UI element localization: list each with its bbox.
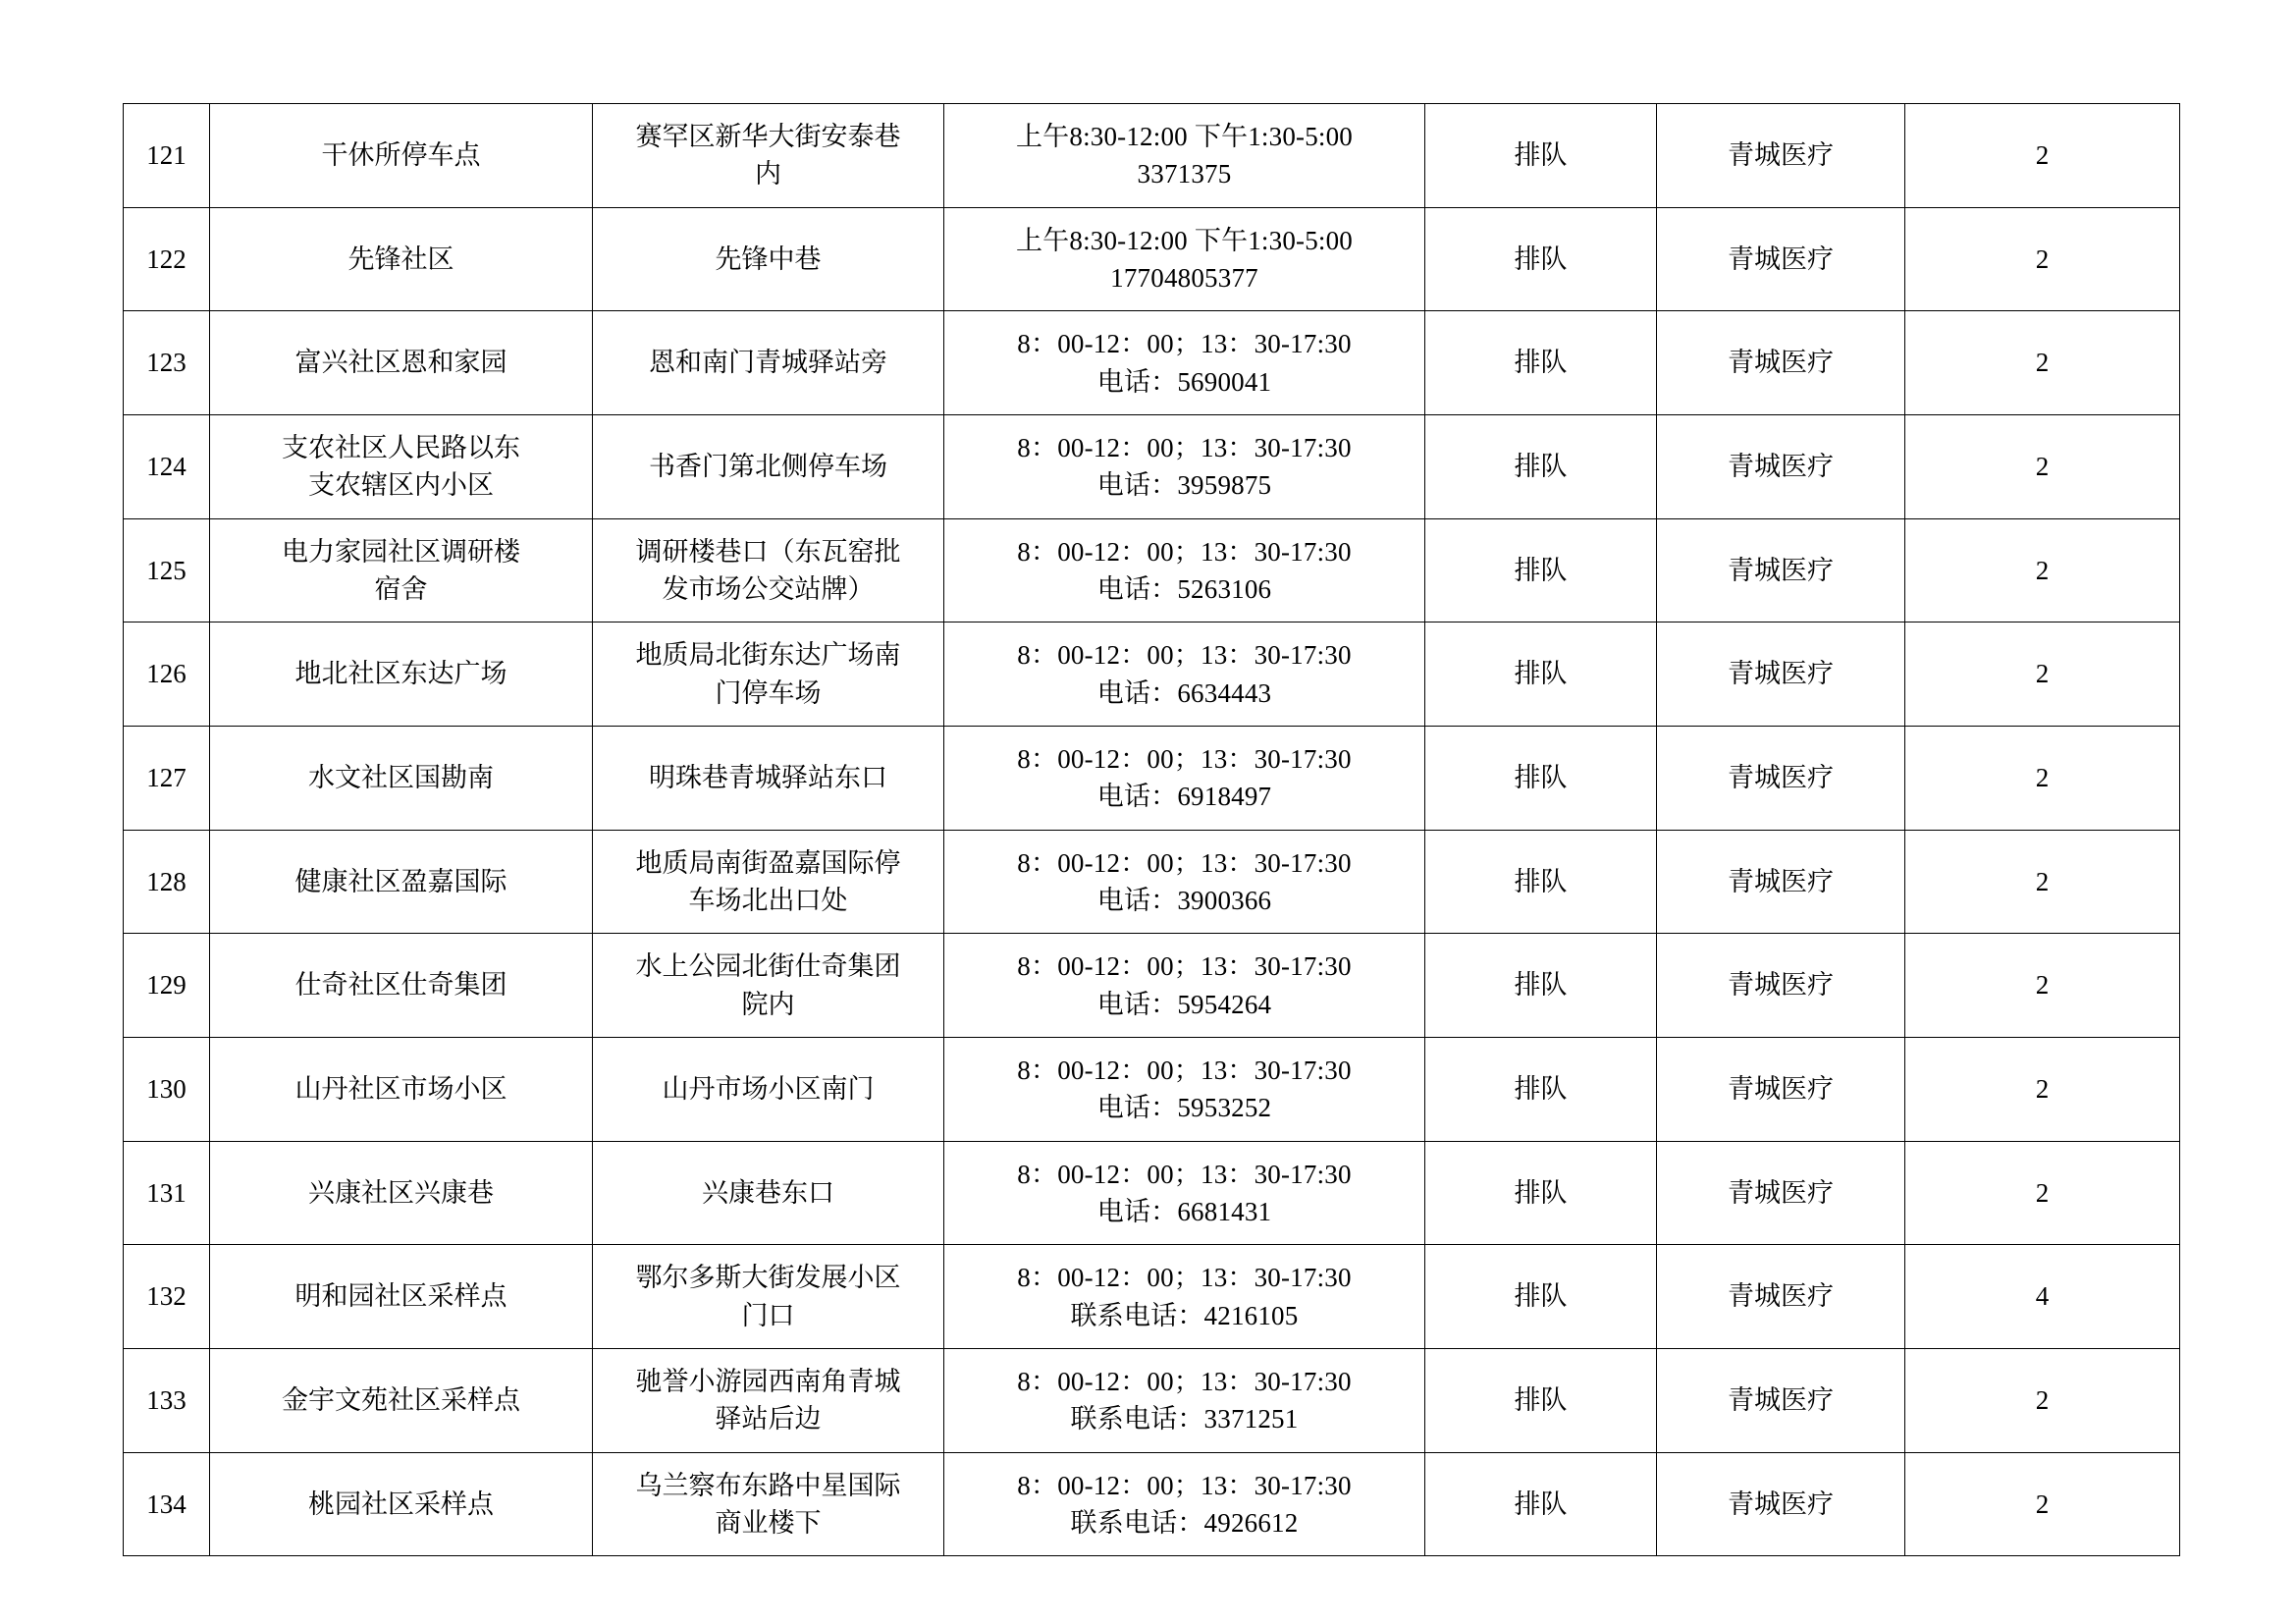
cell-address-line: 明珠巷青城驿站东口 (649, 763, 887, 793)
cell-time-line: 上午8:30-12:00 下午1:30-5:00 (1015, 122, 1354, 151)
cell-name (210, 726, 593, 830)
cell-index: 130 (124, 1037, 210, 1141)
cell-address (593, 934, 944, 1038)
cell-mode: 排队 (1425, 1348, 1657, 1452)
cell-count: 2 (1905, 1141, 2180, 1245)
cell-index: 126 (124, 623, 210, 727)
table-row (124, 1348, 2180, 1452)
cell-count: 2 (1905, 1348, 2180, 1452)
table-row (124, 623, 2180, 727)
cell-name-line: 干休所停车点 (321, 140, 481, 171)
table-row (124, 414, 2180, 518)
cell-time-line: 8：00-12：00；13：30-17:30 (1017, 1055, 1352, 1085)
cell-mode: 排队 (1425, 1452, 1657, 1556)
cell-count: 2 (1905, 1452, 2180, 1556)
cell-name (210, 623, 593, 727)
cell-org: 青城医疗 (1657, 726, 1905, 830)
cell-time-line: 8：00-12：00；13：30-17:30 (1017, 743, 1352, 774)
sampling-points-table (123, 103, 2180, 1556)
cell-org: 青城医疗 (1657, 518, 1905, 623)
table-row (124, 1037, 2180, 1141)
table-row (124, 518, 2180, 623)
cell-address-line: 调研楼巷口（东瓦窑批 (635, 536, 901, 567)
cell-time (944, 1037, 1425, 1141)
cell-time (944, 1348, 1425, 1452)
cell-count: 2 (1905, 104, 2180, 208)
cell-time-line: 电话：3959875 (1096, 470, 1272, 501)
cell-address-line: 乌兰察布东路中星国际 (635, 1470, 901, 1500)
cell-address-line: 山丹市场小区南门 (662, 1074, 875, 1105)
cell-org: 青城医疗 (1657, 207, 1905, 311)
cell-address (593, 311, 944, 415)
cell-count: 2 (1905, 1037, 2180, 1141)
cell-address-line: 鄂尔多斯大街发展小区 (635, 1263, 901, 1293)
cell-address-line: 车场北出口处 (688, 885, 848, 915)
cell-address (593, 518, 944, 623)
cell-time (944, 934, 1425, 1038)
cell-org: 青城医疗 (1657, 1452, 1905, 1556)
cell-time (944, 1452, 1425, 1556)
cell-org: 青城医疗 (1657, 830, 1905, 934)
cell-name (210, 1348, 593, 1452)
cell-count: 2 (1905, 934, 2180, 1038)
cell-index: 133 (124, 1348, 210, 1452)
cell-count: 2 (1905, 830, 2180, 934)
cell-name-line: 支农社区人民路以东 (282, 432, 520, 462)
cell-time (944, 1245, 1425, 1349)
cell-address-line: 水上公园北街仕奇集团 (635, 951, 901, 982)
table-row (124, 726, 2180, 830)
cell-name-line: 健康社区盈嘉国际 (294, 866, 507, 896)
cell-mode: 排队 (1425, 830, 1657, 934)
cell-time (944, 830, 1425, 934)
cell-index: 127 (124, 726, 210, 830)
cell-count: 4 (1905, 1245, 2180, 1349)
cell-name-line: 电力家园社区调研楼 (282, 536, 520, 567)
cell-address (593, 104, 944, 208)
cell-time-line: 8：00-12：00；13：30-17:30 (1017, 1263, 1352, 1293)
cell-org: 青城医疗 (1657, 1141, 1905, 1245)
cell-name-line: 地北社区东达广场 (294, 659, 507, 689)
cell-mode: 排队 (1425, 518, 1657, 623)
cell-time-line: 8：00-12：00；13：30-17:30 (1017, 1470, 1352, 1500)
cell-mode: 排队 (1425, 726, 1657, 830)
cell-org: 青城医疗 (1657, 1348, 1905, 1452)
cell-time-line: 联系电话：4926612 (1070, 1507, 1299, 1538)
cell-time-line: 电话：6918497 (1096, 782, 1272, 812)
cell-time-line: 联系电话：3371251 (1070, 1404, 1299, 1435)
cell-name (210, 414, 593, 518)
cell-time-line: 8：00-12：00；13：30-17:30 (1017, 847, 1352, 878)
cell-address-line: 赛罕区新华大街安泰巷 (635, 122, 901, 151)
cell-time (944, 1141, 1425, 1245)
cell-time-line: 上午8:30-12:00 下午1:30-5:00 (1015, 225, 1354, 255)
cell-index: 121 (124, 104, 210, 208)
cell-address-line: 地质局北街东达广场南 (635, 640, 901, 671)
cell-name (210, 311, 593, 415)
cell-index: 128 (124, 830, 210, 934)
cell-name (210, 518, 593, 623)
cell-time-line: 电话：5263106 (1096, 573, 1272, 604)
table-row (124, 1141, 2180, 1245)
cell-address-line: 恩和南门青城驿站旁 (649, 348, 887, 378)
cell-address-line: 院内 (741, 989, 795, 1019)
cell-count: 2 (1905, 311, 2180, 415)
cell-mode: 排队 (1425, 1245, 1657, 1349)
table-body (124, 104, 2180, 1556)
cell-index: 129 (124, 934, 210, 1038)
table-row (124, 1452, 2180, 1556)
cell-count: 2 (1905, 518, 2180, 623)
cell-mode: 排队 (1425, 104, 1657, 208)
cell-name (210, 1141, 593, 1245)
cell-time-line: 8：00-12：00；13：30-17:30 (1017, 329, 1352, 359)
cell-address-line: 驰誉小游园西南角青城 (635, 1366, 901, 1396)
cell-name-line: 仕奇社区仕奇集团 (294, 970, 507, 1001)
cell-name-line: 宿舍 (374, 573, 428, 604)
cell-time (944, 207, 1425, 311)
table-row (124, 934, 2180, 1038)
cell-time-line: 8：00-12：00；13：30-17:30 (1017, 1366, 1352, 1396)
cell-name (210, 1037, 593, 1141)
cell-time-line: 联系电话：4216105 (1070, 1300, 1299, 1330)
cell-index: 131 (124, 1141, 210, 1245)
cell-address (593, 207, 944, 311)
cell-time-line: 电话：5954264 (1096, 989, 1272, 1019)
cell-address-line: 内 (755, 159, 781, 189)
cell-address-line: 门停车场 (715, 677, 822, 708)
cell-name-line: 水文社区国勘南 (308, 763, 494, 793)
cell-address (593, 414, 944, 518)
cell-address-line: 驿站后边 (715, 1404, 822, 1435)
table-row (124, 104, 2180, 208)
cell-name (210, 1452, 593, 1556)
cell-org: 青城医疗 (1657, 414, 1905, 518)
cell-name (210, 207, 593, 311)
cell-time (944, 414, 1425, 518)
table-row (124, 830, 2180, 934)
cell-time-line: 3371375 (1137, 159, 1232, 189)
cell-time-line: 17704805377 (1110, 262, 1258, 293)
cell-index: 132 (124, 1245, 210, 1349)
cell-address (593, 1348, 944, 1452)
cell-time-line: 电话：3900366 (1096, 885, 1272, 915)
cell-address-line: 门口 (741, 1300, 795, 1330)
table-row (124, 207, 2180, 311)
cell-time (944, 311, 1425, 415)
cell-name (210, 104, 593, 208)
cell-name-line: 兴康社区兴康巷 (308, 1177, 494, 1208)
cell-time-line: 电话：6634443 (1096, 677, 1272, 708)
cell-org: 青城医疗 (1657, 311, 1905, 415)
cell-time (944, 518, 1425, 623)
cell-name-line: 金宇文苑社区采样点 (282, 1385, 520, 1416)
cell-time-line: 电话：5690041 (1096, 366, 1272, 397)
cell-address-line: 书香门第北侧停车场 (649, 452, 887, 482)
cell-mode: 排队 (1425, 934, 1657, 1038)
cell-address (593, 1245, 944, 1349)
cell-org: 青城医疗 (1657, 623, 1905, 727)
cell-mode: 排队 (1425, 623, 1657, 727)
cell-address (593, 830, 944, 934)
cell-count: 2 (1905, 726, 2180, 830)
cell-name-line: 山丹社区市场小区 (294, 1074, 507, 1105)
cell-name-line: 富兴社区恩和家园 (294, 348, 507, 378)
cell-count: 2 (1905, 414, 2180, 518)
cell-count: 2 (1905, 207, 2180, 311)
cell-time-line: 8：00-12：00；13：30-17:30 (1017, 432, 1352, 462)
cell-mode: 排队 (1425, 311, 1657, 415)
cell-name-line: 先锋社区 (347, 244, 454, 274)
cell-address (593, 1037, 944, 1141)
cell-time-line: 电话：6681431 (1096, 1196, 1272, 1226)
cell-address (593, 1141, 944, 1245)
cell-address-line: 先锋中巷 (715, 244, 822, 274)
cell-name (210, 830, 593, 934)
cell-index: 125 (124, 518, 210, 623)
cell-address-line: 兴康巷东口 (702, 1177, 834, 1208)
cell-time-line: 8：00-12：00；13：30-17:30 (1017, 951, 1352, 982)
cell-address (593, 726, 944, 830)
cell-address (593, 623, 944, 727)
cell-mode: 排队 (1425, 207, 1657, 311)
cell-org: 青城医疗 (1657, 104, 1905, 208)
cell-time-line: 电话：5953252 (1096, 1093, 1272, 1123)
table-row (124, 311, 2180, 415)
cell-index: 134 (124, 1452, 210, 1556)
cell-time-line: 8：00-12：00；13：30-17:30 (1017, 640, 1352, 671)
cell-name-line: 支农辖区内小区 (308, 470, 494, 501)
cell-time-line: 8：00-12：00；13：30-17:30 (1017, 1159, 1352, 1189)
cell-address-line: 发市场公交站牌） (662, 573, 875, 604)
cell-org: 青城医疗 (1657, 1037, 1905, 1141)
cell-count: 2 (1905, 623, 2180, 727)
cell-mode: 排队 (1425, 1141, 1657, 1245)
cell-time (944, 623, 1425, 727)
table-row (124, 1245, 2180, 1349)
cell-index: 123 (124, 311, 210, 415)
cell-name-line: 明和园社区采样点 (294, 1281, 507, 1312)
cell-address-line: 商业楼下 (715, 1507, 822, 1538)
cell-org: 青城医疗 (1657, 934, 1905, 1038)
cell-name (210, 934, 593, 1038)
cell-index: 124 (124, 414, 210, 518)
cell-org: 青城医疗 (1657, 1245, 1905, 1349)
cell-index: 122 (124, 207, 210, 311)
cell-name (210, 1245, 593, 1349)
cell-time (944, 104, 1425, 208)
cell-time (944, 726, 1425, 830)
cell-mode: 排队 (1425, 1037, 1657, 1141)
cell-address (593, 1452, 944, 1556)
cell-time-line: 8：00-12：00；13：30-17:30 (1017, 536, 1352, 567)
cell-name-line: 桃园社区采样点 (308, 1489, 494, 1519)
cell-address-line: 地质局南街盈嘉国际停 (635, 847, 901, 878)
cell-mode: 排队 (1425, 414, 1657, 518)
